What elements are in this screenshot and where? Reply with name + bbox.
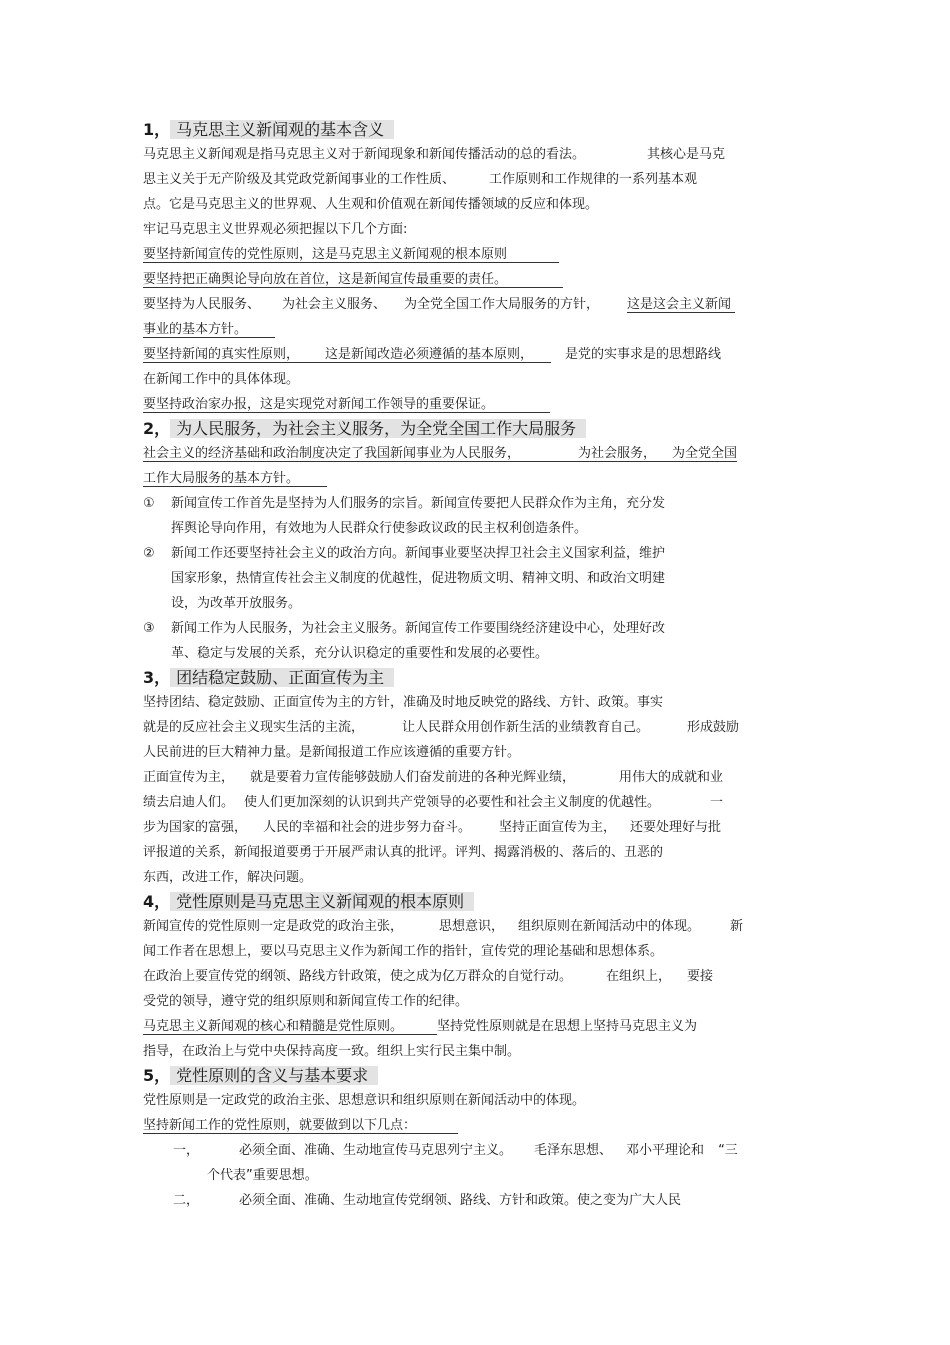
section-2-heading bbox=[143, 417, 815, 441]
paragraph-line: 受党的领导，遵守党的组织原则和新闻宣传工作的纪律。 bbox=[143, 994, 469, 1009]
section-number: 5， bbox=[143, 1066, 171, 1085]
paragraph-line: 坚持新闻工作的党性原则，就要做到以下几点： bbox=[143, 1113, 815, 1138]
paragraph-line: 要坚持政治家办报，这是实现党对新闻工作领导的重要保证。 bbox=[143, 392, 815, 417]
paragraph-line: 指导，在政治上与党中央保持高度一致。组织上实行民主集中制。 bbox=[143, 1044, 521, 1059]
paragraph-line: 党性原则是一定政党的政治主张、思想意识和组织原则在新闻活动中的体现。 bbox=[143, 1093, 586, 1108]
list-item-continued: 革、稳定与发展的关系，充分认识稳定的重要性和发展的必要性。 bbox=[171, 646, 549, 661]
section-4-heading bbox=[143, 890, 815, 914]
list-item: ② 新闻工作还要坚持社会主义的政治方向。新闻事业要坚决捍卫社会主义国家利益，维护 bbox=[143, 541, 815, 566]
section-title: 党性原则是马克思主义新闻观的根本原则 bbox=[170, 892, 474, 911]
list-item: 二， 必须全面、准确、生动地宣传党纲领、路线、方针和政策。使之变为广大人民 bbox=[173, 1193, 682, 1208]
document-page bbox=[143, 118, 815, 1213]
section-title: 马克思主义新闻观的基本含义 bbox=[170, 120, 394, 139]
list-item: ① 新闻宣传工作首先是坚持为人们服务的宗旨。新闻宣传要把人民群众作为主角，充分发 bbox=[143, 491, 815, 516]
paragraph-line: 评报道的关系，新闻报道要勇于开展严肃认真的批评。评判、揭露消极的、落后的、丑恶的 bbox=[143, 845, 664, 860]
paragraph-line: 社会主义的经济基础和政治制度决定了我国新闻事业为人民服务， 为社会服务， 为全党全国 bbox=[143, 446, 738, 461]
paragraph-line: 正面宣传为主， 就是要着力宣传能够鼓励人们奋发前进的各种光辉业绩， 用伟大的成就和业 bbox=[143, 770, 724, 785]
list-item: 一， 必须全面、准确、生动地宣传马克思列宁主义。 毛泽东思想、 邓小平理论和 “三 bbox=[173, 1143, 738, 1158]
paragraph-line: 绩去启迪人们。 使人们更加深刻的认识到共产党领导的必要性和社会主义制度的优越性。 一 bbox=[143, 795, 724, 810]
item-marker: ① bbox=[143, 496, 155, 511]
section-number: 2， bbox=[143, 419, 171, 438]
list-item-continued: 设，为改革开放服务。 bbox=[171, 596, 302, 611]
paragraph-line: 马克思主义新闻观的核心和精髓是党性原则。 坚持党性原则就是在思想上坚持马克思主义为 bbox=[143, 1019, 698, 1034]
list-item-continued: 挥舆论导向作用，有效地为人民群众行使参政议政的民主权利创造条件。 bbox=[171, 521, 588, 536]
paragraph-line: 要坚持把正确舆论导向放在首位，这是新闻宣传最重要的责任。 bbox=[143, 267, 815, 292]
section-title: 为人民服务，为社会主义服务，为全党全国工作大局服务 bbox=[170, 419, 586, 438]
list-item-continued: 国家形象，热情宣传社会主义制度的优越性，促进物质文明、精神文明、和政治文明建 bbox=[171, 571, 666, 586]
paragraph-line: 东西，改进工作，解决问题。 bbox=[143, 870, 313, 885]
paragraph-line: 马克思主义新闻观是指马克思主义对于新闻现象和新闻传播活动的总的看法。 其核心是马克 bbox=[143, 147, 726, 162]
item-marker: ③ bbox=[143, 621, 155, 636]
paragraph-line: 要坚持新闻宣传的党性原则，这是马克思主义新闻观的根本原则 bbox=[143, 242, 815, 267]
item-marker: ② bbox=[143, 546, 155, 561]
paragraph-line: 要坚持为人民服务、 为社会主义服务、 为全党全国工作大局服务的方针， 这是这会主义新闻 bbox=[143, 292, 815, 317]
paragraph-line: 牢记马克思主义世界观必须把握以下几个方面: bbox=[143, 222, 408, 237]
list-item: ③ 新闻工作为人民服务，为社会主义服务。新闻宣传工作要围绕经济建设中心，处理好改 bbox=[143, 616, 815, 641]
paragraph-line: 步为国家的富强， 人民的幸福和社会的进步努力奋斗。 坚持正面宣传为主， 还要处理好与批 bbox=[143, 820, 722, 835]
section-number: 3， bbox=[143, 668, 171, 687]
section-number: 1， bbox=[143, 120, 171, 139]
paragraph-line: 要坚持新闻的真实性原则， 这是新闻改造必须遵循的基本原则， 是党的实事求是的思想路线 bbox=[143, 347, 722, 362]
paragraph-line: 点。它是马克思主义的世界观、人生观和价值观在新闻传播领域的反应和体现。 bbox=[143, 197, 599, 212]
section-title: 党性原则的含义与基本要求 bbox=[170, 1066, 378, 1085]
section-3-heading bbox=[143, 666, 815, 690]
paragraph-line: 思主义关于无产阶级及其党政党新闻事业的工作性质、 工作原则和工作规律的一系列基本观 bbox=[143, 172, 698, 187]
section-title: 团结稳定鼓励、正面宣传为主 bbox=[170, 668, 394, 687]
paragraph-line: 工作大局服务的基本方针。 bbox=[143, 466, 815, 491]
section-5-heading bbox=[143, 1064, 815, 1088]
paragraph-line: 在新闻工作中的具体体现。 bbox=[143, 372, 300, 387]
section-1-heading bbox=[143, 118, 815, 142]
section-number: 4， bbox=[143, 892, 171, 911]
paragraph-line: 闻工作者在思想上，要以马克思主义作为新闻工作的指针，宣传党的理论基础和思想体系。 bbox=[143, 944, 664, 959]
paragraph-line: 在政治上要宣传党的纲领、路线方针政策，使之成为亿万群众的自觉行动。 在组织上， 要接 bbox=[143, 969, 714, 984]
paragraph-line: 新闻宣传的党性原则一定是政党的政治主张， 思想意识， 组织原则在新闻活动中的体现。 新 bbox=[143, 919, 744, 934]
list-item-continued: 个代表”重要思想。 bbox=[207, 1168, 318, 1183]
paragraph-line: 坚持团结、稳定鼓励、正面宣传为主的方针，准确及时地反映党的路线、方针、政策。事实 bbox=[143, 695, 664, 710]
paragraph-line: 事业的基本方针。 bbox=[143, 317, 815, 342]
paragraph-line: 就是的反应社会主义现实生活的主流， 让人民群众用创作新生活的业绩教育自己。 形成鼓励 bbox=[143, 720, 740, 735]
paragraph-line: 人民前进的巨大精神力量。是新闻报道工作应该遵循的重要方针。 bbox=[143, 745, 521, 760]
